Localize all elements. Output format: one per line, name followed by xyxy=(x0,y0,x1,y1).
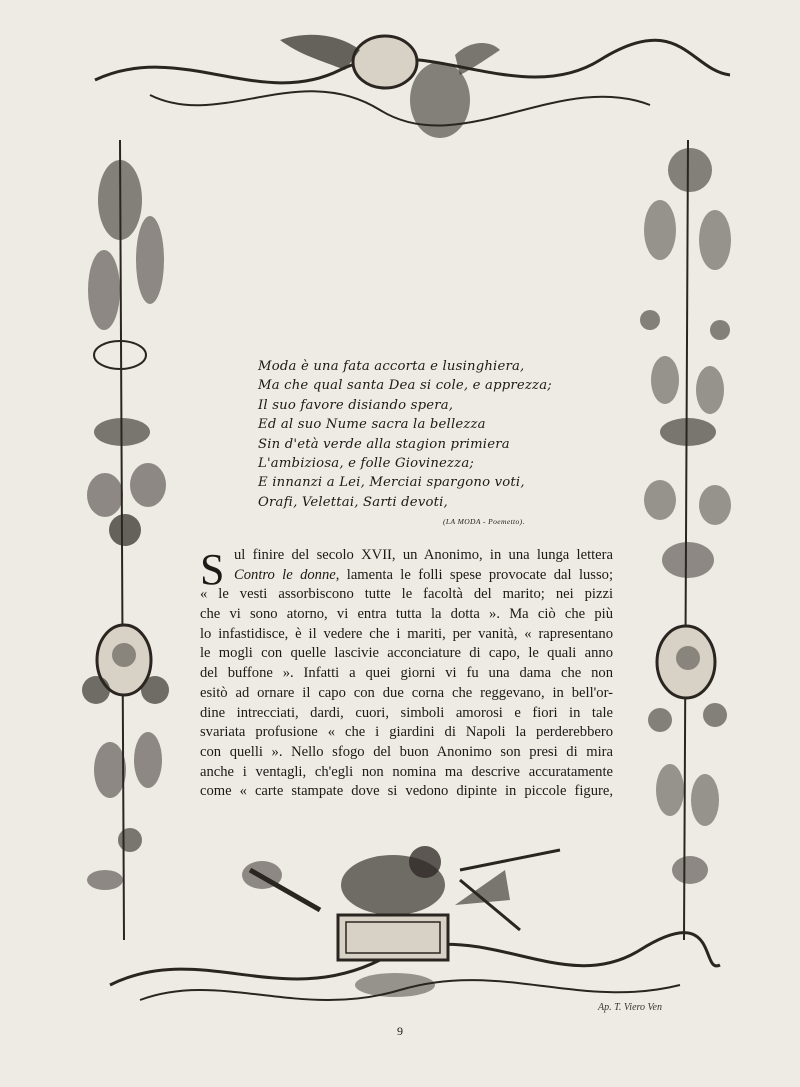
body-line: svariata profusione « che i giardini di Napoli la perderebbero xyxy=(200,724,613,741)
body-line: Contro le donne, lamenta le folli spese provocate dal lusso; xyxy=(234,566,614,583)
poem-line: E innanzi a Lei, Merciai spargono voti, xyxy=(258,475,525,491)
poem-line: Ma che qual santa Dea si cole, e apprezza; xyxy=(258,378,552,394)
body-line: anche i ventagli, ch'egli non nomina ma descrive accuratamente xyxy=(200,763,613,780)
body-line: che vi sono atorno, vi entra tutta la dotta ». Ma ciò che più xyxy=(200,606,613,623)
poem-line: L'ambiziosa, e folle Giovinezza; xyxy=(258,456,475,472)
body-line: del buffone ». Infatti a quei giorni vi fu una dama che non xyxy=(200,665,613,682)
epigraph-poem xyxy=(258,357,588,512)
artist-signature: Ap. T. Viero Ven xyxy=(598,1002,662,1013)
right-pole xyxy=(684,140,688,940)
body-paragraph xyxy=(200,546,613,802)
body-line: le mogli con quelle lascivie acconciature di capo, le quali anno xyxy=(200,645,613,662)
page-number: 9 xyxy=(397,1024,403,1038)
poem-line: Sin d'età verde alla stagion primiera xyxy=(258,436,510,452)
body-line: « le vesti assorbiscono tutte le facoltà del marito; nei pizzi xyxy=(200,586,613,603)
poem-line: Il suo favore disiando spera, xyxy=(258,397,454,413)
poem-line: Ed al suo Nume sacra la bellezza xyxy=(258,417,486,433)
body-line: dine intrecciati, dardi, cuori, simboli amorosi e fiori in tale xyxy=(200,704,613,721)
left-foliage xyxy=(82,160,169,890)
body-line: come « carte stampate dove si vedono dipinte in piccole figure, xyxy=(200,783,613,800)
body-line: lo infastidisce, è il vedere che i mariti, per vanità, « rapresentano xyxy=(200,625,613,642)
poem-line: Moda è una fata accorta e lusinghiera, xyxy=(258,359,525,374)
body-line: con quelli ». Nello sfogo del buon Anonimo son presi di mira xyxy=(200,743,613,760)
bottom-cat-trophy xyxy=(242,846,560,997)
poem-source-citation: (LA MODA - Poemetto). xyxy=(443,517,525,526)
drop-cap: S xyxy=(200,545,225,594)
body-line: ul finire del secolo XVII, un Anonimo, in una lunga lettera xyxy=(234,547,613,563)
poem-line: Orafi, Velettai, Sarti devoti, xyxy=(258,494,448,510)
body-line: esitò ad ornare il capo con due corna che reggevano, in bell'or- xyxy=(200,684,613,701)
